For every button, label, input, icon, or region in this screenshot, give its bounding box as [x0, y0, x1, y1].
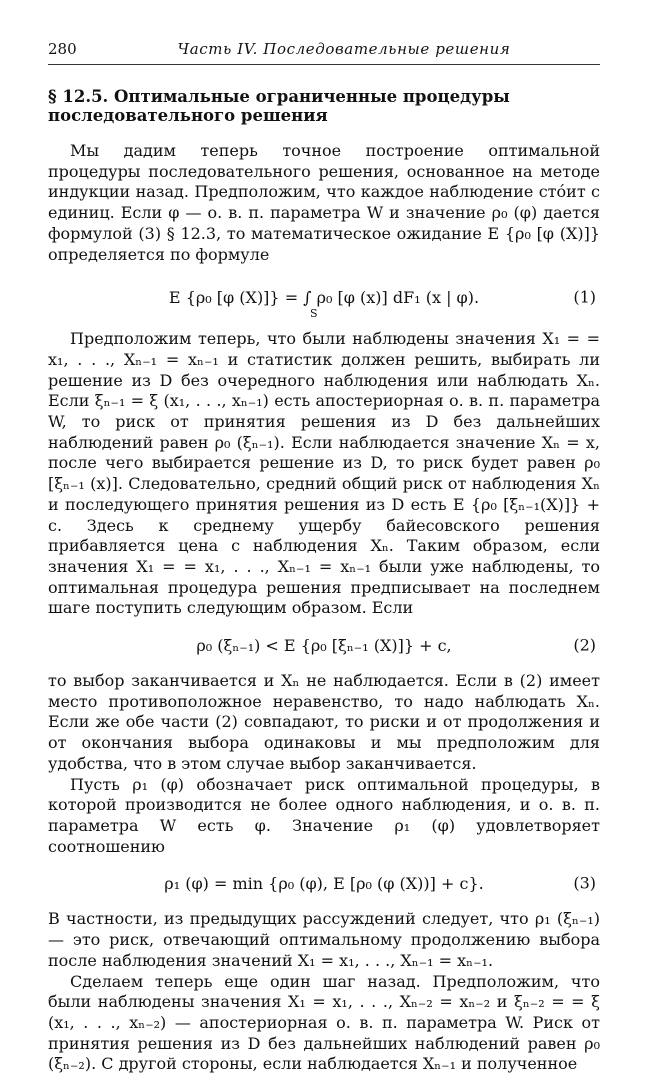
- formula-1: [48, 271, 600, 323]
- book-page: [48, 40, 600, 1075]
- formula-2-number: (2): [573, 636, 596, 655]
- paragraph-4: Пусть ρ₁ (φ) обозначает риск оптимальной процедуры, в которой производится не более одного наблюдения, и о. в. п. параметра W есть φ. Значение ρ₁ (φ) удовлетворяет соотношению: [48, 775, 600, 858]
- formula-3-body: ρ₁ (φ) = min {ρ₀ (φ), E [ρ₀ (φ (X))] + c}.: [164, 874, 483, 893]
- formula-2: [48, 625, 600, 665]
- formula-1-number: (1): [573, 288, 596, 307]
- paragraph-2: Предположим теперь, что были наблюдены значения X₁ = = x₁, . . ., Xₙ₋₁ = xₙ₋₁ и статистик должен решить, выбирать ли решение из D без очередного наблюдения или наблюдать Xₙ. Если ξₙ₋₁ = ξ (x₁, . . ., xₙ₋₁) есть апостериорная о. в. п. параметра W, то риск от принятия решения из D без дальнейших наблюдений равен ρ₀ (ξₙ₋₁). Если наблюдается значение Xₙ = x, после чего выбирается решение из D, то риск будет равен ρ₀ [ξₙ₋₁ (x)]. Следовательно, средний общий риск от наблюдения Xₙ и последующего принятия решения из D есть E {ρ₀ [ξₙ₋₁(X)]} + c. Здесь к среднему ущербу байесовского решения прибавляется цена c наблюдения Xₙ. Таким образом, если значения X₁ = = x₁, . . ., Xₙ₋₁ = xₙ₋₁ были уже наблюдены, то оптимальная процедура решения предписывает на последнем шаге поступить следующим образом. Если: [48, 329, 600, 619]
- formula-3: [48, 863, 600, 903]
- running-title: Часть IV. Последовательные решения: [88, 40, 600, 58]
- page-header: [48, 40, 600, 65]
- page-number: 280: [48, 40, 88, 58]
- formula-1-body: E {ρ₀ [φ (X)]} = ∫ ρ₀ [φ (x)] dF₁ (x | φ).: [169, 288, 479, 307]
- formula-1-lower-limit: S: [310, 307, 318, 320]
- paragraph-6: Сделаем теперь еще один шаг назад. Предположим, что были наблюдены значения X₁ = x₁, . . ., Xₙ₋₂ = xₙ₋₂ и ξₙ₋₂ = = ξ (x₁, . . ., xₙ₋₂) — апостериорная о. в. п. параметра W. Риск от принятия решения из D без дальнейших наблюдений равен ρ₀ (ξₙ₋₂). С другой стороны, если наблюдается Xₙ₋₁ и полученное: [48, 972, 600, 1075]
- paragraph-5: В частности, из предыдущих рассуждений следует, что ρ₁ (ξₙ₋₁) — это риск, отвечающий оптимальному продолжению выбора после наблюдения значений X₁ = x₁, . . ., Xₙ₋₁ = xₙ₋₁.: [48, 909, 600, 971]
- formula-2-body: ρ₀ (ξₙ₋₁) < E {ρ₀ [ξₙ₋₁ (X)]} + c,: [196, 636, 451, 655]
- section-title: § 12.5. Оптимальные ограниченные процедуры последовательного решения: [48, 87, 600, 125]
- paragraph-3: то выбор заканчивается и Xₙ не наблюдается. Если в (2) имеет место противоположное неравенство, то надо наблюдать Xₙ. Если же обе части (2) совпадают, то риски и от продолжения и от окончания выбора одинаковы и мы предположим для удобства, что в этом случае выбор заканчивается.: [48, 671, 600, 775]
- formula-3-number: (3): [573, 874, 596, 893]
- paragraph-1: Мы дадим теперь точное построение оптимальной процедуры последовательного решения, основанное на методе индукции назад. Предположим, что каждое наблюдение стóит c единиц. Если φ — о. в. п. параметра W и значение ρ₀ (φ) дается формулой (3) § 12.3, то математическое ожидание E {ρ₀ [φ (X)]} определяется по формуле: [48, 141, 600, 265]
